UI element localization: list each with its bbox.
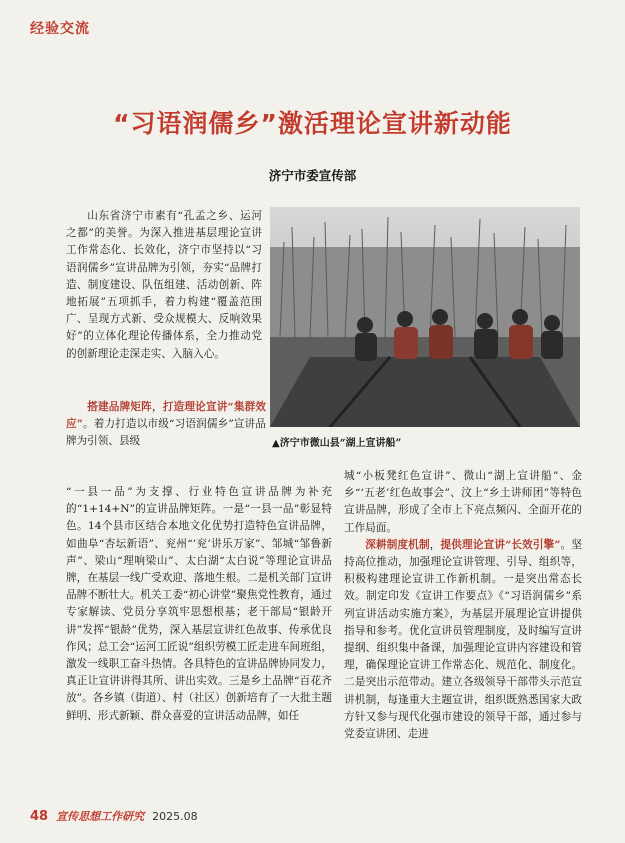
page-number: 48: [30, 809, 49, 824]
section1-body-text: “一县一品”为支撑、行业特色宣讲品牌为补充的“1+14+N”的宣讲品牌矩阵。一是“一县一品”彰显特色。14个县市区结合本地文化优势打造特色宣讲品牌，如曲阜“杏坛新语”、兖州“‘兖’讲乐万家”、邹城“邹鲁新声”、梁山“理响梁山”、太白湖“太白说”等理论宣讲品牌，在基层一线广受欢迎、落地生根。二是机关部门宣讲品牌不断壮大。机关工委“初心讲堂”聚焦党性教育，通过专家解读、党员分享筑牢思想根基；老干部局“银龄开讲”发挥“银龄”优势，深入基层宣讲红色故事、传承优良作风；总工会“运河工匠说”组织劳模工匠走进车间班组，激发一线职工奋斗热情。各具特色的宣讲品牌协同发力，真正让宣讲讲得其所、讲出实效。三是乡土品牌“百花齐放”。各乡镇（街道）、村（社区）创新培育了一大批主题鲜明、形式新颖、群众喜爱的宣讲活动品牌，如任: [66, 486, 332, 722]
section1-line1-tail: 。着力打造以市级“习语润儒乡”宣讲品牌为引领、县级: [66, 418, 266, 448]
section2-heading-a: 深耕制度机制: [365, 538, 430, 551]
section1-heading-b: 打造理论宣讲“集群效应”: [66, 401, 267, 431]
section1-opening: [66, 399, 266, 451]
right-column: [344, 468, 582, 743]
intro-text: 山东省济宁市素有“孔孟之乡、运河之都”的美誉。为深入推进基层理论宣讲工作常态化、长效化，济宁市坚持以“习语润儒乡”宣讲品牌为引领，夯实“品牌打造、制度建设、队伍组建、活动创新、阵地拓展”五项抓手，着力构建“覆盖范围广、呈现方式新、受众规模大、反响效果好”的立体化理论传播体系，全力推动党的创新理论走深走实、入脑入心。: [66, 210, 262, 360]
section1-body: [66, 484, 332, 725]
article-title: “习语润儒乡”激活理论宣讲新动能: [113, 109, 512, 138]
section2-heading-b: 提供理论宣讲“长效引擎”: [440, 538, 561, 551]
photo-caption: ▲济宁市微山县“湖上宣讲船”: [272, 438, 402, 449]
section-tag: 经验交流: [30, 21, 90, 37]
section2-paragraph: 深耕制度机制，提供理论宣讲“长效引擎”。坚持高位推动，加强理论宣讲管理、引导、组织等，积极构建理论宣讲工作新机制。一是突出常态长效。制定印发《宣讲工作要点》《“习语润儒乡”系列宣讲活动实施方案》，为基层开展理论宣讲提供指导和参考。优化宣讲员管理制度，及时编写宣讲提纲、组织集中备课，加强理论宣讲内容建设和管理，确保理论宣讲工作常态化、规范化、制度化。二是突出示范带动。建立各级领导干部带头示范宣讲机制，每逢重大主题宣讲，组织既熟悉国家大政方针又参与现代化强市建设的领导干部，通过参与党委宣讲团、走进: [344, 538, 583, 741]
page-footer: [30, 808, 198, 824]
section1-heading-a: 搭建品牌矩阵: [87, 401, 152, 413]
intro-paragraph: [66, 208, 262, 363]
article-photo: [270, 207, 580, 427]
magazine-name: 宣传思想工作研究: [56, 810, 145, 823]
issue-date: 2025.08: [152, 810, 198, 823]
lake-boat-photo: [270, 207, 580, 427]
col2-lead-paragraph: 城“小板凳红色宣讲”、微山“湖上宣讲船”、金乡“‘五老’红色故事会”、汶上“乡土讲师团”等特色宣讲品牌，形成了全市上下亮点频闪、全面开花的工作局面。: [344, 470, 582, 534]
section2-body: 。坚持高位推动，加强理论宣讲管理、引导、组织等，积极构建理论宣讲工作新机制。一是突出常态长效。制定印发《宣讲工作要点》《“习语润儒乡”系列宣讲活动实施方案》，为基层开展理论宣讲提供指导和参考。优化宣讲员管理制度，及时编写宣讲提纲、组织集中备课，加强理论宣讲内容建设和管理，确保理论宣讲工作常态化、规范化、制度化。二是突出示范带动。建立各级领导干部带头示范宣讲机制，每逢重大主题宣讲，组织既熟悉国家大政方针又参与现代化强市建设的领导干部，通过参与党委宣讲团、走进: [344, 538, 583, 741]
article-author: 济宁市委宣传部: [268, 168, 357, 183]
section1-heading-line: 搭建品牌矩阵，打造理论宣讲“集群效应”。着力打造以市级“习语润儒乡”宣讲品牌为引领、县级: [66, 401, 267, 448]
